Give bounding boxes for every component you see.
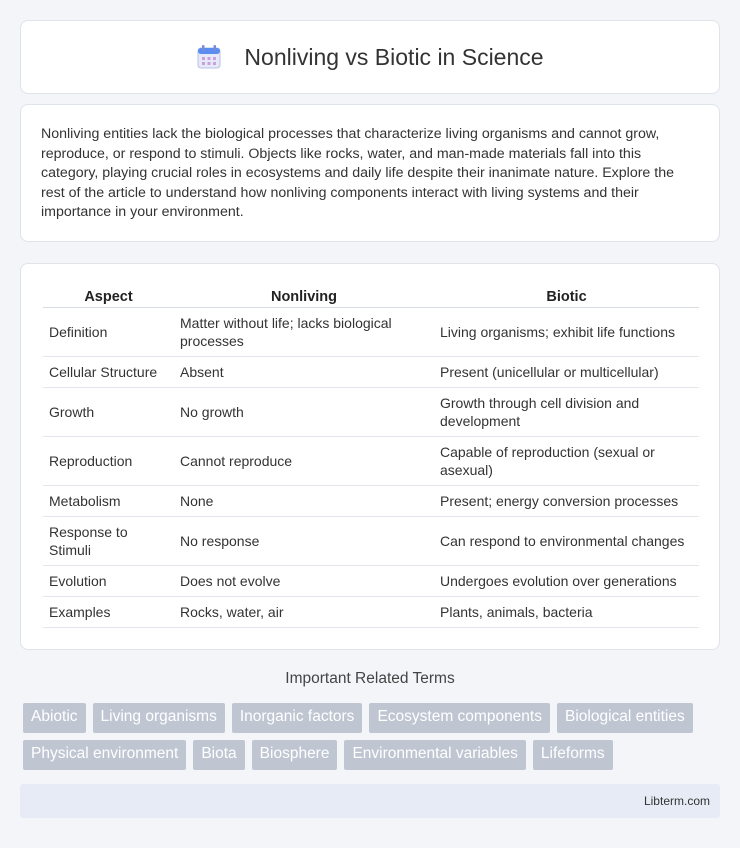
table-cell: Capable of reproduction (sexual or asexual): [434, 437, 699, 486]
table-row: [43, 517, 699, 566]
table-row: [43, 437, 699, 486]
table-cell: Does not evolve: [174, 566, 434, 597]
related-terms-title: Important Related Terms: [285, 670, 455, 687]
table-cell: Rocks, water, air: [174, 597, 434, 628]
tag-ecosystem-components[interactable]: Ecosystem components: [369, 703, 550, 733]
table-row: [43, 388, 699, 437]
table-cell: Evolution: [43, 566, 174, 597]
table-cell: None: [174, 486, 434, 517]
tag-environmental-variables[interactable]: Environmental variables: [344, 740, 525, 770]
table-cell: Growth: [43, 388, 174, 437]
table-row: [43, 566, 699, 597]
table-header-row: [43, 284, 699, 308]
tag-living-organisms[interactable]: Living organisms: [93, 703, 225, 733]
table-cell: Absent: [174, 357, 434, 388]
table-row: [43, 308, 699, 357]
table-row: [43, 597, 699, 628]
table-cell: Growth through cell division and development: [434, 388, 699, 437]
table-cell: Reproduction: [43, 437, 174, 486]
intro-card: [20, 104, 720, 242]
tag-biosphere[interactable]: Biosphere: [252, 740, 338, 770]
header-aspect: Aspect: [43, 284, 174, 308]
comparison-table-card: [20, 263, 720, 650]
tag-abiotic[interactable]: Abiotic: [23, 703, 86, 733]
tag-biological-entities[interactable]: Biological entities: [557, 703, 693, 733]
tag-lifeforms[interactable]: Lifeforms: [533, 740, 613, 770]
page-title: Nonliving vs Biotic in Science: [244, 43, 544, 70]
header-card: [20, 20, 720, 94]
table-cell: Present; energy conversion processes: [434, 486, 699, 517]
table-cell: Plants, animals, bacteria: [434, 597, 699, 628]
header-biotic: Biotic: [434, 284, 699, 308]
table-cell: No response: [174, 517, 434, 566]
table-cell: Examples: [43, 597, 174, 628]
table-cell: No growth: [174, 388, 434, 437]
tag-inorganic-factors[interactable]: Inorganic factors: [232, 703, 363, 733]
intro-text: Nonliving entities lack the biological processes that characterize living organisms and cannot grow, reproduce, or respond to stimuli. Objects like rocks, water, and man-made materials fall into this category, playing crucial roles in ecosystems and daily life despite their inanimate nature. Explore the rest of the article to understand how nonliving components interact with living systems and their importance in your environment.: [41, 126, 674, 221]
table-row: [43, 357, 699, 388]
related-terms-list: [23, 703, 723, 770]
comparison-table: [43, 284, 699, 628]
tag-biota[interactable]: Biota: [193, 740, 244, 770]
table-cell: Undergoes evolution over generations: [434, 566, 699, 597]
table-cell: Matter without life; lacks biological processes: [174, 308, 434, 357]
header-nonliving: Nonliving: [174, 284, 434, 308]
table-cell: Can respond to environmental changes: [434, 517, 699, 566]
table-cell: Present (unicellular or multicellular): [434, 357, 699, 388]
tag-physical-environment[interactable]: Physical environment: [23, 740, 186, 770]
table-cell: Response to Stimuli: [43, 517, 174, 566]
table-cell: Definition: [43, 308, 174, 357]
table-cell: Living organisms; exhibit life functions: [434, 308, 699, 357]
table-cell: Cellular Structure: [43, 357, 174, 388]
footer: [20, 784, 720, 818]
footer-site-link[interactable]: Libterm.com: [643, 794, 710, 808]
table-cell: Metabolism: [43, 486, 174, 517]
table-row: [43, 486, 699, 517]
calendar-icon: [196, 44, 222, 70]
table-cell: Cannot reproduce: [174, 437, 434, 486]
